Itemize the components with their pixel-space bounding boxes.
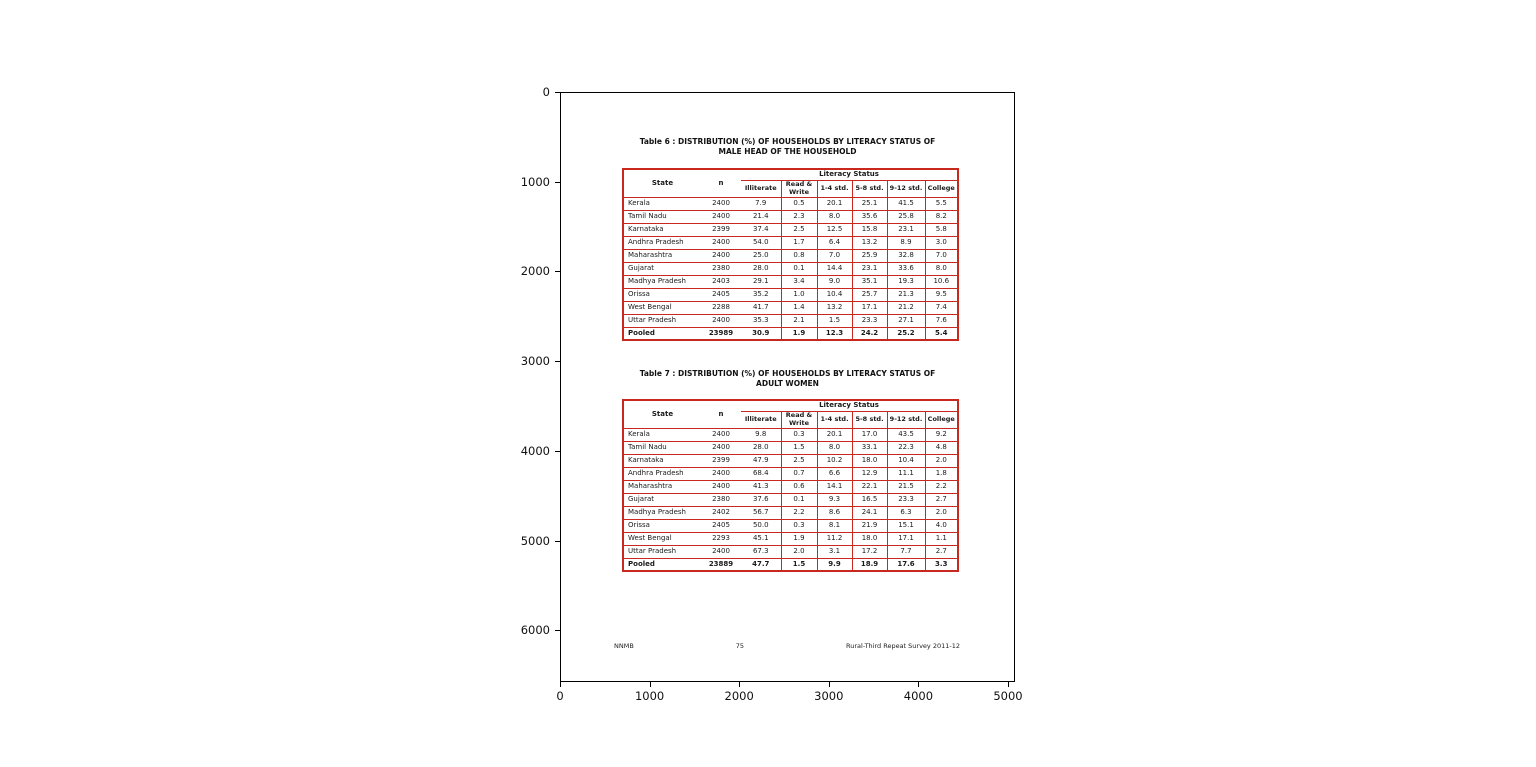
- col-header-9-12-std: 9-12 std.: [887, 180, 925, 197]
- value-cell: 2400: [701, 467, 741, 480]
- col-header-read-write: Read & Write: [781, 411, 817, 428]
- state-cell: Maharashtra: [623, 480, 701, 493]
- y-tick-label: 1000: [520, 174, 550, 189]
- value-cell: 0.6: [781, 480, 817, 493]
- value-cell: 6.3: [887, 506, 925, 519]
- value-cell: 32.8: [887, 249, 925, 262]
- value-cell: 9.0: [817, 275, 852, 288]
- value-cell: 8.6: [817, 506, 852, 519]
- value-cell: 0.8: [781, 249, 817, 262]
- value-cell: 23.3: [887, 493, 925, 506]
- table-row: [623, 532, 958, 545]
- value-cell: 2.5: [781, 223, 817, 236]
- footer-left: NNMB: [614, 642, 634, 650]
- state-cell: Kerala: [623, 197, 701, 210]
- value-cell: 33.6: [887, 262, 925, 275]
- col-header-state: State: [623, 400, 701, 428]
- value-cell: 9.9: [817, 558, 852, 571]
- value-cell: 8.0: [817, 441, 852, 454]
- value-cell: 2399: [701, 454, 741, 467]
- value-cell: 45.1: [741, 532, 781, 545]
- value-cell: 41.7: [741, 301, 781, 314]
- table-row: [623, 545, 958, 558]
- value-cell: 1.5: [781, 441, 817, 454]
- value-cell: 21.5: [887, 480, 925, 493]
- state-cell: Madhya Pradesh: [623, 275, 701, 288]
- table6-title-line1: Table 6 : DISTRIBUTION (%) OF HOUSEHOLDS BY LITERACY STATUS OF: [639, 137, 936, 146]
- value-cell: 5.8: [925, 223, 958, 236]
- value-cell: 2400: [701, 545, 741, 558]
- table-row: [623, 210, 958, 223]
- col-header-n: n: [701, 169, 741, 197]
- value-cell: 2400: [701, 197, 741, 210]
- value-cell: 0.5: [781, 197, 817, 210]
- value-cell: 2402: [701, 506, 741, 519]
- value-cell: 2.7: [925, 493, 958, 506]
- state-cell: Gujarat: [623, 262, 701, 275]
- value-cell: 10.2: [817, 454, 852, 467]
- value-cell: 12.9: [852, 467, 887, 480]
- value-cell: 3.3: [925, 558, 958, 571]
- value-cell: 47.9: [741, 454, 781, 467]
- value-cell: 35.3: [741, 314, 781, 327]
- value-cell: 16.5: [852, 493, 887, 506]
- value-cell: 37.6: [741, 493, 781, 506]
- table-row: [623, 441, 958, 454]
- value-cell: 9.5: [925, 288, 958, 301]
- y-tick-label: 3000: [520, 354, 550, 369]
- state-cell: Pooled: [623, 558, 701, 571]
- value-cell: 41.5: [887, 197, 925, 210]
- value-cell: 28.0: [741, 441, 781, 454]
- value-cell: 11.2: [817, 532, 852, 545]
- value-cell: 9.8: [741, 428, 781, 441]
- value-cell: 17.1: [887, 532, 925, 545]
- value-cell: 23.1: [887, 223, 925, 236]
- value-cell: 2.5: [781, 454, 817, 467]
- value-cell: 20.1: [817, 428, 852, 441]
- value-cell: 1.4: [781, 301, 817, 314]
- value-cell: 13.2: [817, 301, 852, 314]
- table-row: [623, 467, 958, 480]
- footer-page-number: 75: [735, 642, 745, 650]
- table-row: [623, 314, 958, 327]
- value-cell: 2.2: [781, 506, 817, 519]
- value-cell: 21.4: [741, 210, 781, 223]
- table-row: [623, 493, 958, 506]
- value-cell: 47.7: [741, 558, 781, 571]
- state-cell: Karnataka: [623, 223, 701, 236]
- y-tick-label: 4000: [520, 443, 550, 458]
- table-7: [622, 399, 959, 572]
- table-row: [623, 236, 958, 249]
- value-cell: 9.2: [925, 428, 958, 441]
- table6-title: [561, 137, 1014, 157]
- value-cell: 7.0: [817, 249, 852, 262]
- value-cell: 54.0: [741, 236, 781, 249]
- value-cell: 27.1: [887, 314, 925, 327]
- value-cell: 2400: [701, 249, 741, 262]
- value-cell: 8.0: [817, 210, 852, 223]
- value-cell: 23889: [701, 558, 741, 571]
- col-header-college: College: [925, 411, 958, 428]
- value-cell: 1.8: [925, 467, 958, 480]
- value-cell: 68.4: [741, 467, 781, 480]
- table-row: [623, 301, 958, 314]
- value-cell: 2405: [701, 519, 741, 532]
- table7-wrap: [622, 399, 957, 572]
- page-footer: [614, 642, 960, 650]
- state-cell: West Bengal: [623, 532, 701, 545]
- col-header-state: State: [623, 169, 701, 197]
- value-cell: 7.7: [887, 545, 925, 558]
- value-cell: 10.4: [887, 454, 925, 467]
- value-cell: 33.1: [852, 441, 887, 454]
- state-cell: Orissa: [623, 288, 701, 301]
- value-cell: 15.8: [852, 223, 887, 236]
- value-cell: 1.1: [925, 532, 958, 545]
- value-cell: 7.0: [925, 249, 958, 262]
- value-cell: 7.4: [925, 301, 958, 314]
- state-cell: Andhra Pradesh: [623, 467, 701, 480]
- state-cell: Maharashtra: [623, 249, 701, 262]
- x-tick-mark: [739, 682, 740, 687]
- table7-title-line1: Table 7 : DISTRIBUTION (%) OF HOUSEHOLDS BY LITERACY STATUS OF: [639, 369, 936, 378]
- value-cell: 9.3: [817, 493, 852, 506]
- value-cell: 8.0: [925, 262, 958, 275]
- y-tick-label: 5000: [520, 533, 550, 548]
- value-cell: 5.4: [925, 327, 958, 340]
- value-cell: 4.8: [925, 441, 958, 454]
- y-tick-label: 0: [542, 85, 550, 99]
- x-tick-label: 4000: [903, 689, 934, 703]
- table-row: [623, 519, 958, 532]
- value-cell: 10.6: [925, 275, 958, 288]
- value-cell: 50.0: [741, 519, 781, 532]
- value-cell: 2380: [701, 262, 741, 275]
- col-header-n: n: [701, 400, 741, 428]
- col-header-illiterate: Illiterate: [741, 180, 781, 197]
- value-cell: 1.9: [781, 532, 817, 545]
- value-cell: 3.0: [925, 236, 958, 249]
- value-cell: 8.2: [925, 210, 958, 223]
- value-cell: 21.2: [887, 301, 925, 314]
- value-cell: 56.7: [741, 506, 781, 519]
- value-cell: 18.0: [852, 454, 887, 467]
- value-cell: 3.1: [817, 545, 852, 558]
- table-row: [623, 197, 958, 210]
- col-header-illiterate: Illiterate: [741, 411, 781, 428]
- value-cell: 25.9: [852, 249, 887, 262]
- value-cell: 2400: [701, 314, 741, 327]
- state-cell: Pooled: [623, 327, 701, 340]
- value-cell: 13.2: [852, 236, 887, 249]
- table-row: [623, 558, 958, 571]
- table-row: [623, 288, 958, 301]
- table-row: [623, 454, 958, 467]
- col-header-college: College: [925, 180, 958, 197]
- value-cell: 15.1: [887, 519, 925, 532]
- value-cell: 6.4: [817, 236, 852, 249]
- x-tick-mark: [829, 682, 830, 687]
- state-cell: West Bengal: [623, 301, 701, 314]
- x-tick-mark: [918, 682, 919, 687]
- value-cell: 2293: [701, 532, 741, 545]
- value-cell: 14.4: [817, 262, 852, 275]
- x-tick-label: 1000: [634, 689, 665, 703]
- value-cell: 0.3: [781, 519, 817, 532]
- value-cell: 1.5: [817, 314, 852, 327]
- value-cell: 0.3: [781, 428, 817, 441]
- y-tick-label: 2000: [520, 264, 550, 279]
- x-tick-mark: [560, 682, 561, 687]
- col-header-read-write: Read & Write: [781, 180, 817, 197]
- value-cell: 2.1: [781, 314, 817, 327]
- value-cell: 12.3: [817, 327, 852, 340]
- state-cell: Madhya Pradesh: [623, 506, 701, 519]
- table-row: [623, 480, 958, 493]
- x-tick-mark: [1008, 682, 1009, 687]
- value-cell: 35.1: [852, 275, 887, 288]
- table6-body: [623, 197, 958, 340]
- state-cell: Uttar Pradesh: [623, 314, 701, 327]
- value-cell: 2400: [701, 210, 741, 223]
- state-cell: Karnataka: [623, 454, 701, 467]
- value-cell: 21.9: [852, 519, 887, 532]
- value-cell: 25.8: [887, 210, 925, 223]
- table7-title-line2: ADULT WOMEN: [756, 378, 819, 388]
- value-cell: 23989: [701, 327, 741, 340]
- group-header-literacy-status: Literacy Status: [741, 169, 958, 180]
- value-cell: 2400: [701, 236, 741, 249]
- value-cell: 25.2: [887, 327, 925, 340]
- value-cell: 2.0: [925, 454, 958, 467]
- value-cell: 17.2: [852, 545, 887, 558]
- x-tick-label: 0: [556, 689, 564, 703]
- value-cell: 1.7: [781, 236, 817, 249]
- footer-right: Rural-Third Repeat Survey 2011-12: [846, 642, 960, 650]
- value-cell: 0.1: [781, 493, 817, 506]
- value-cell: 2.0: [925, 506, 958, 519]
- value-cell: 5.5: [925, 197, 958, 210]
- value-cell: 2380: [701, 493, 741, 506]
- state-cell: Kerala: [623, 428, 701, 441]
- state-cell: Gujarat: [623, 493, 701, 506]
- value-cell: 11.1: [887, 467, 925, 480]
- col-header-5-8-std: 5-8 std.: [852, 180, 887, 197]
- value-cell: 1.0: [781, 288, 817, 301]
- value-cell: 8.1: [817, 519, 852, 532]
- value-cell: 25.1: [852, 197, 887, 210]
- state-cell: Andhra Pradesh: [623, 236, 701, 249]
- value-cell: 3.4: [781, 275, 817, 288]
- value-cell: 18.9: [852, 558, 887, 571]
- table-row: [623, 249, 958, 262]
- value-cell: 2405: [701, 288, 741, 301]
- table-row: [623, 506, 958, 519]
- table-row: [623, 223, 958, 236]
- value-cell: 23.3: [852, 314, 887, 327]
- x-tick-label: 5000: [993, 689, 1023, 703]
- value-cell: 2.7: [925, 545, 958, 558]
- value-cell: 22.3: [887, 441, 925, 454]
- value-cell: 17.1: [852, 301, 887, 314]
- y-tick-label: 6000: [520, 623, 550, 638]
- value-cell: 22.1: [852, 480, 887, 493]
- table-row: [623, 327, 958, 340]
- value-cell: 2288: [701, 301, 741, 314]
- value-cell: 4.0: [925, 519, 958, 532]
- x-tick-label: 3000: [814, 689, 844, 703]
- value-cell: 23.1: [852, 262, 887, 275]
- value-cell: 10.4: [817, 288, 852, 301]
- value-cell: 67.3: [741, 545, 781, 558]
- value-cell: 43.5: [887, 428, 925, 441]
- table-6: [622, 168, 959, 341]
- value-cell: 30.9: [741, 327, 781, 340]
- col-header-9-12-std: 9-12 std.: [887, 411, 925, 428]
- value-cell: 2400: [701, 441, 741, 454]
- x-tick-mark: [650, 682, 651, 687]
- value-cell: 0.7: [781, 467, 817, 480]
- table-row: [623, 428, 958, 441]
- table7-body: [623, 428, 958, 571]
- x-tick-label: 2000: [724, 689, 754, 703]
- col-header-5-8-std: 5-8 std.: [852, 411, 887, 428]
- value-cell: 0.1: [781, 262, 817, 275]
- value-cell: 19.3: [887, 275, 925, 288]
- value-cell: 28.0: [741, 262, 781, 275]
- value-cell: 35.6: [852, 210, 887, 223]
- value-cell: 2400: [701, 480, 741, 493]
- state-cell: Orissa: [623, 519, 701, 532]
- value-cell: 2.0: [781, 545, 817, 558]
- value-cell: 17.6: [887, 558, 925, 571]
- value-cell: 24.2: [852, 327, 887, 340]
- col-header-1-4-std: 1-4 std.: [817, 180, 852, 197]
- value-cell: 21.3: [887, 288, 925, 301]
- value-cell: 8.9: [887, 236, 925, 249]
- table-row: [623, 262, 958, 275]
- value-cell: 24.1: [852, 506, 887, 519]
- plot-axes: [560, 92, 1015, 682]
- value-cell: 18.0: [852, 532, 887, 545]
- table7-title: [561, 369, 1014, 389]
- value-cell: 25.7: [852, 288, 887, 301]
- state-cell: Tamil Nadu: [623, 210, 701, 223]
- col-header-1-4-std: 1-4 std.: [817, 411, 852, 428]
- value-cell: 12.5: [817, 223, 852, 236]
- value-cell: 35.2: [741, 288, 781, 301]
- value-cell: 37.4: [741, 223, 781, 236]
- table6-wrap: [622, 168, 957, 341]
- value-cell: 2400: [701, 428, 741, 441]
- value-cell: 1.9: [781, 327, 817, 340]
- value-cell: 14.1: [817, 480, 852, 493]
- value-cell: 2399: [701, 223, 741, 236]
- value-cell: 17.0: [852, 428, 887, 441]
- value-cell: 7.6: [925, 314, 958, 327]
- table6-title-line2: MALE HEAD OF THE HOUSEHOLD: [718, 146, 857, 156]
- table-row: [623, 275, 958, 288]
- state-cell: Uttar Pradesh: [623, 545, 701, 558]
- value-cell: 2.2: [925, 480, 958, 493]
- value-cell: 2.3: [781, 210, 817, 223]
- value-cell: 20.1: [817, 197, 852, 210]
- value-cell: 1.5: [781, 558, 817, 571]
- value-cell: 25.0: [741, 249, 781, 262]
- value-cell: 41.3: [741, 480, 781, 493]
- value-cell: 6.6: [817, 467, 852, 480]
- state-cell: Tamil Nadu: [623, 441, 701, 454]
- group-header-literacy-status: Literacy Status: [741, 400, 958, 411]
- value-cell: 7.9: [741, 197, 781, 210]
- value-cell: 29.1: [741, 275, 781, 288]
- value-cell: 2403: [701, 275, 741, 288]
